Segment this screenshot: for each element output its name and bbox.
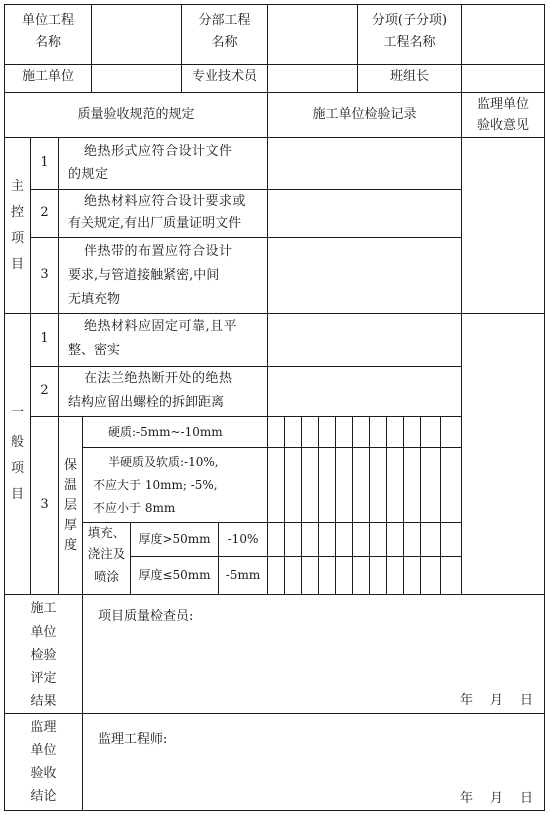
construction-eval-label: 评定 [30, 671, 57, 686]
supervision-field[interactable] [83, 714, 544, 788]
construction-eval-label: 单位 [30, 625, 57, 640]
main-item-2-text: 有关规定,有出厂质量证明文件 [68, 216, 242, 231]
spec-column-heading: 质量验收规范的规定 [77, 107, 195, 122]
insulation-thickness-label-char: 厚 [63, 518, 77, 533]
main-items-label-char: 控 [10, 205, 24, 220]
construction-eval-field[interactable] [83, 595, 544, 690]
unit-project-label-line2: 名称 [34, 35, 61, 50]
sub-project-field[interactable] [268, 5, 357, 64]
sub-project-label-line2: 名称 [211, 35, 238, 50]
technician-field[interactable] [268, 65, 357, 92]
supervisor-column-heading-line1: 监理单位 [476, 97, 529, 112]
general-items-label-char: 目 [10, 487, 24, 502]
date-month: 月 [490, 791, 504, 806]
main-item-1-text: 绝热形式应符合设计文件 [84, 144, 233, 159]
supervising-engineer-label: 监理工程师: [98, 732, 168, 747]
general-item-2-text: 在法兰绝热断开处的绝热 [84, 371, 233, 386]
item-project-label-line2: 工程名称 [383, 35, 436, 50]
fill-method-label: 喷涂 [93, 569, 119, 584]
rule [544, 4, 545, 811]
construction-unit-label: 施工单位 [21, 69, 74, 84]
item-project-label-line1: 分项(子分项) [371, 13, 448, 28]
semi-hard-tolerance: 半硬质及软质:-10%, [108, 455, 219, 469]
item-number: 2 [40, 383, 49, 398]
semi-hard-tolerance: 不应大于 10mm; -5%, [93, 478, 218, 492]
main-item-3-record[interactable] [268, 238, 461, 313]
main-item-1-record[interactable] [268, 138, 461, 189]
main-item-3-text: 要求,与管道接触紧密,中间 [68, 268, 220, 283]
quality-inspector-label: 项目质量检查员: [98, 609, 194, 624]
thickness-gt-50-tolerance: -10% [227, 532, 259, 546]
general-item-1-text: 绝热材料应固定可靠,且平 [84, 319, 238, 334]
item-number: 3 [40, 497, 49, 512]
item-project-field[interactable] [462, 5, 544, 64]
fill-method-label: 浇注及 [87, 546, 126, 561]
main-items-supervisor-opinion[interactable] [462, 138, 544, 313]
thickness-measurement-grid[interactable] [268, 417, 461, 594]
thickness-le-50: 厚度≤50mm [138, 568, 211, 582]
team-leader-field[interactable] [462, 65, 544, 92]
fill-method-label: 填充、 [87, 525, 126, 540]
insulation-thickness-label-char: 度 [63, 538, 77, 553]
date-year: 年 [460, 693, 474, 708]
date-year: 年 [460, 791, 474, 806]
supervision-label: 监理 [30, 720, 57, 735]
semi-hard-tolerance: 不应小于 8mm [93, 501, 176, 515]
team-leader-label: 班组长 [389, 69, 429, 84]
main-item-2-text: 绝热材料应符合设计要求或 [84, 194, 247, 209]
main-item-3-text: 无填充物 [68, 292, 121, 307]
general-item-1-text: 整、密实 [68, 343, 121, 358]
insulation-thickness-label-char: 层 [63, 498, 77, 513]
main-items-label-char: 项 [10, 231, 24, 246]
general-items-label-char: 般 [10, 435, 24, 450]
item-number: 1 [40, 155, 49, 170]
rule [4, 810, 545, 811]
general-items-label-char: 一 [10, 405, 24, 420]
record-column-heading: 施工单位检验记录 [312, 107, 417, 122]
insulation-thickness-label-char: 保 [63, 458, 77, 473]
date-month: 月 [490, 693, 504, 708]
main-item-3-text: 伴热带的布置应符合设计 [84, 244, 233, 259]
supervision-label: 结论 [30, 789, 57, 804]
main-item-2-record[interactable] [268, 190, 461, 237]
hard-tolerance: 硬质:-5mm~-10mm [108, 425, 223, 439]
date-day: 日 [520, 791, 534, 806]
construction-eval-label: 检验 [30, 648, 57, 663]
item-number: 1 [40, 331, 49, 346]
unit-project-field[interactable] [92, 5, 181, 64]
general-items-label-char: 项 [10, 461, 24, 476]
supervision-label: 单位 [30, 743, 57, 758]
item-number: 2 [40, 205, 49, 220]
supervisor-column-heading-line2: 验收意见 [476, 118, 529, 133]
general-item-2-text: 结构应留出螺栓的拆卸距离 [68, 395, 225, 410]
thickness-le-50-tolerance: -5mm [225, 568, 261, 582]
general-items-supervisor-opinion[interactable] [462, 314, 544, 594]
technician-label: 专业技术员 [191, 69, 257, 84]
unit-project-label-line1: 单位工程 [21, 13, 74, 28]
main-item-1-text: 的规定 [68, 167, 109, 182]
supervision-label: 验收 [30, 766, 57, 781]
construction-eval-label: 结果 [30, 694, 57, 709]
sub-project-label-line1: 分部工程 [198, 13, 251, 28]
general-item-2-record[interactable] [268, 367, 461, 416]
main-items-label-char: 主 [10, 179, 24, 194]
insulation-thickness-label-char: 温 [63, 478, 77, 493]
construction-eval-label: 施工 [30, 601, 57, 616]
item-number: 3 [40, 267, 49, 282]
main-items-label-char: 目 [10, 257, 24, 272]
general-item-1-record[interactable] [268, 314, 461, 366]
date-day: 日 [520, 693, 534, 708]
thickness-gt-50: 厚度>50mm [138, 532, 211, 546]
construction-unit-field[interactable] [92, 65, 181, 92]
